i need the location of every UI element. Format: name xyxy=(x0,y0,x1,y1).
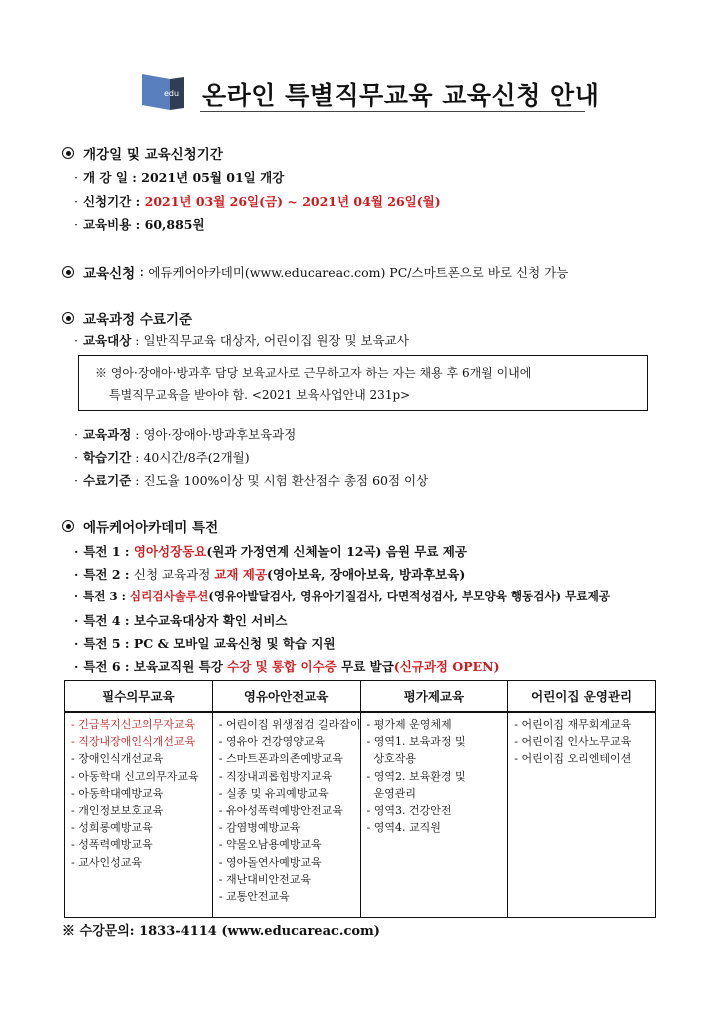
benefit-1: · 특전 1 : 영아성장동요(원과 가정연계 신체놀이 12곡) 음원 무료 제공 xyxy=(74,544,467,559)
criteria-period: · 학습기간 : 40시간/8주(2개월) xyxy=(74,450,250,465)
list-item: - 아동학대 신고의무자교육 xyxy=(71,769,199,783)
list-item: 운영관리 xyxy=(366,786,416,800)
contact-footer: ※ 수강문의: 1833-4114 (www.educareac.com) xyxy=(62,924,380,939)
value: 진도율 100%이상 및 시험 환산점수 총점 60점 이상 xyxy=(143,473,429,488)
section-bullet-icon xyxy=(62,312,74,324)
highlight: 심리검사솔루션 xyxy=(129,589,209,603)
value: 2021년 05월 01일 개강 xyxy=(141,170,285,185)
highlight: (신규과정 OPEN) xyxy=(393,659,500,674)
highlight: 수강 및 통합 이수증 xyxy=(227,659,337,674)
list-item: - 평가제 운영체제 xyxy=(366,718,452,731)
text: 신청 교육과정 xyxy=(133,567,215,582)
text: PC & 모바일 교육신청 및 학습 지원 xyxy=(133,636,336,651)
list-item: - 스마트폰과의존예방교육 xyxy=(218,752,343,766)
list-item: - 영역3. 건강안전 xyxy=(366,804,452,818)
section-bullet-icon xyxy=(62,520,74,532)
notice-line-1: ※ 영아·장애아·방과후 담당 보육교사로 근무하고자 하는 자는 채용 후 6개월 이내에 xyxy=(95,366,532,380)
text: (원과 가정연계 신체놀이 12곡) 음원 무료 제공 xyxy=(206,544,467,559)
text: 무료 발급 xyxy=(336,659,394,674)
schedule-fee: · 교육비용 : 60,885원 xyxy=(74,217,205,232)
section-title: 개강일 및 교육신청기간 xyxy=(83,147,223,163)
section-benefits-heading xyxy=(62,516,218,536)
course-table xyxy=(64,680,656,918)
page-title: 온라인 특별직무교육 교육신청 안내 xyxy=(202,81,600,110)
list-item: - 실종 및 유괴예방교육 xyxy=(218,786,329,800)
column-header: 평가제교육 xyxy=(360,681,508,713)
list-item: - 영유아 건강영양교육 xyxy=(218,735,326,749)
list-item: - 직장내장애인식개선교육 xyxy=(71,735,196,749)
edu-logo-icon xyxy=(140,72,186,112)
value: 60,885원 xyxy=(144,217,205,232)
column-header: 필수의무교육 xyxy=(65,681,213,713)
list-item: - 긴급복지신고의무자교육 xyxy=(71,718,196,731)
column-mandatory xyxy=(65,712,213,918)
title-underline xyxy=(200,111,585,112)
list-item: - 장애인식개선교육 xyxy=(71,752,164,766)
list-item: - 직장내괴롭힘방지교육 xyxy=(218,769,333,783)
label: 수료기준 xyxy=(82,473,132,488)
list-item: - 교통안전교육 xyxy=(218,890,290,904)
text: 보육교직원 특강 xyxy=(133,659,228,674)
label: 교육대상 xyxy=(82,333,132,348)
list-item: - 성폭력예방교육 xyxy=(71,838,153,852)
section-apply: 교육신청 : 에듀케어아카데미(www.educareac.com) PC/스마트폰으로 바로 신청 가능 xyxy=(62,262,568,282)
list-item: - 유아성폭력예방안전교육 xyxy=(218,804,343,818)
column-safety xyxy=(212,712,360,918)
benefit-4: · 특전 4 : 보수교육대상자 확인 서비스 xyxy=(74,613,288,628)
schedule-start-date: · 개 강 일 : 2021년 05월 01일 개강 xyxy=(74,170,285,185)
notice-box xyxy=(78,355,648,411)
benefit-5: · 특전 5 : PC & 모바일 교육신청 및 학습 지원 xyxy=(74,636,336,651)
column-evaluation xyxy=(360,712,508,918)
table-row xyxy=(65,712,656,918)
label: 교육비용 xyxy=(82,217,132,232)
text: (영유아발달검사, 영유아기질검사, 다면적성검사, 부모양육 행동검사) 무료제공 xyxy=(208,589,610,603)
highlight: 교재 제공 xyxy=(214,567,267,582)
list-item: - 어린이집 재무회계교육 xyxy=(514,718,632,731)
label: 특전 5 xyxy=(83,636,121,651)
benefit-6: · 특전 6 : 보육교직원 특강 수강 및 통합 이수증 무료 발급(신규과정 OPEN) xyxy=(74,659,500,674)
list-item: - 영역1. 보육과정 및 xyxy=(366,735,466,749)
list-item: - 영역2. 보육환경 및 xyxy=(366,769,466,783)
list-item: - 교사인성교육 xyxy=(71,855,142,869)
list-item: - 성희롱예방교육 xyxy=(71,821,153,835)
list-item: - 영역4. 교직원 xyxy=(366,821,441,835)
criteria-target: · 교육대상 : 일반직무교육 대상자, 어린이집 원장 및 보육교사 xyxy=(74,333,409,348)
list-item: - 개인정보보호교육 xyxy=(71,804,164,818)
label: 교육과정 xyxy=(82,427,132,442)
column-management xyxy=(508,712,656,918)
label: 개 강 일 xyxy=(82,170,128,185)
section-bullet-icon xyxy=(62,266,74,278)
logo-text: edu xyxy=(164,89,180,98)
highlight: 영아성장동요 xyxy=(133,544,207,559)
text: 보수교육대상자 확인 서비스 xyxy=(133,613,288,628)
list-item: - 어린이집 위생점검 길라잡이 xyxy=(218,718,361,731)
notice-line-2: 특별직무교육을 받아야 함. <2021 보육사업안내 231p> xyxy=(109,388,411,402)
section-title: 교육과정 수료기준 xyxy=(83,312,193,328)
section-criteria-heading xyxy=(62,308,192,328)
benefit-2: · 특전 2 : 신청 교육과정 교재 제공(영아보육, 장애아보육, 방과후보육) xyxy=(74,567,466,582)
section-title: 에듀케어아카데미 특전 xyxy=(83,520,219,536)
criteria-completion: · 수료기준 : 진도율 100%이상 및 시험 환산점수 총점 60점 이상 xyxy=(74,473,429,488)
label: 특전 2 xyxy=(83,567,121,582)
list-item: - 재난대비안전교육 xyxy=(218,872,311,886)
list-item: - 어린이집 인사노무교육 xyxy=(514,735,632,749)
list-item: - 아동학대예방교육 xyxy=(71,786,164,800)
list-item: - 어린이집 오리엔테이션 xyxy=(514,752,632,766)
apply-info: 에듀케어아카데미(www.educareac.com) PC/스마트폰으로 바로 신청 가능 xyxy=(148,265,569,280)
table-header-row xyxy=(65,681,656,713)
label: 특전 4 xyxy=(83,613,121,628)
value: 2021년 03월 26일(금) ~ 2021년 04월 26일(월) xyxy=(144,194,441,209)
list-item: - 영아돌연사예방교육 xyxy=(218,855,322,869)
label: 특전 3 xyxy=(83,589,118,603)
criteria-course: · 교육과정 : 영아·장애아·방과후보육과정 xyxy=(74,427,297,442)
value: 영아·장애아·방과후보육과정 xyxy=(143,427,297,442)
list-item: - 약물오남용예방교육 xyxy=(218,838,322,852)
label: 학습기간 xyxy=(82,450,132,465)
section-schedule-heading xyxy=(62,143,223,163)
label: 특전 6 xyxy=(83,659,121,674)
schedule-apply-period: · 신청기간 : 2021년 03월 26일(금) ~ 2021년 04월 26일(월) xyxy=(74,194,441,209)
column-header: 어린이집 운영관리 xyxy=(508,681,656,713)
value: 40시간/8주(2개월) xyxy=(143,450,250,465)
section-bullet-icon xyxy=(62,147,74,159)
label: 신청기간 xyxy=(82,194,132,209)
benefit-3: · 특전 3 : 심리검사솔루션(영유아발달검사, 영유아기질검사, 다면적성검사, 부모양육 행동검사) 무료제공 xyxy=(74,589,610,603)
document-header xyxy=(0,70,720,120)
column-header: 영유아안전교육 xyxy=(212,681,360,713)
value: 일반직무교육 대상자, 어린이집 원장 및 보육교사 xyxy=(143,333,409,348)
label: 특전 1 xyxy=(83,544,121,559)
list-item: - 감염병예방교육 xyxy=(218,821,301,835)
list-item: 상호작용 xyxy=(366,752,416,766)
section-title: 교육신청 xyxy=(83,266,136,282)
text: (영아보육, 장애아보육, 방과후보육) xyxy=(266,567,466,582)
